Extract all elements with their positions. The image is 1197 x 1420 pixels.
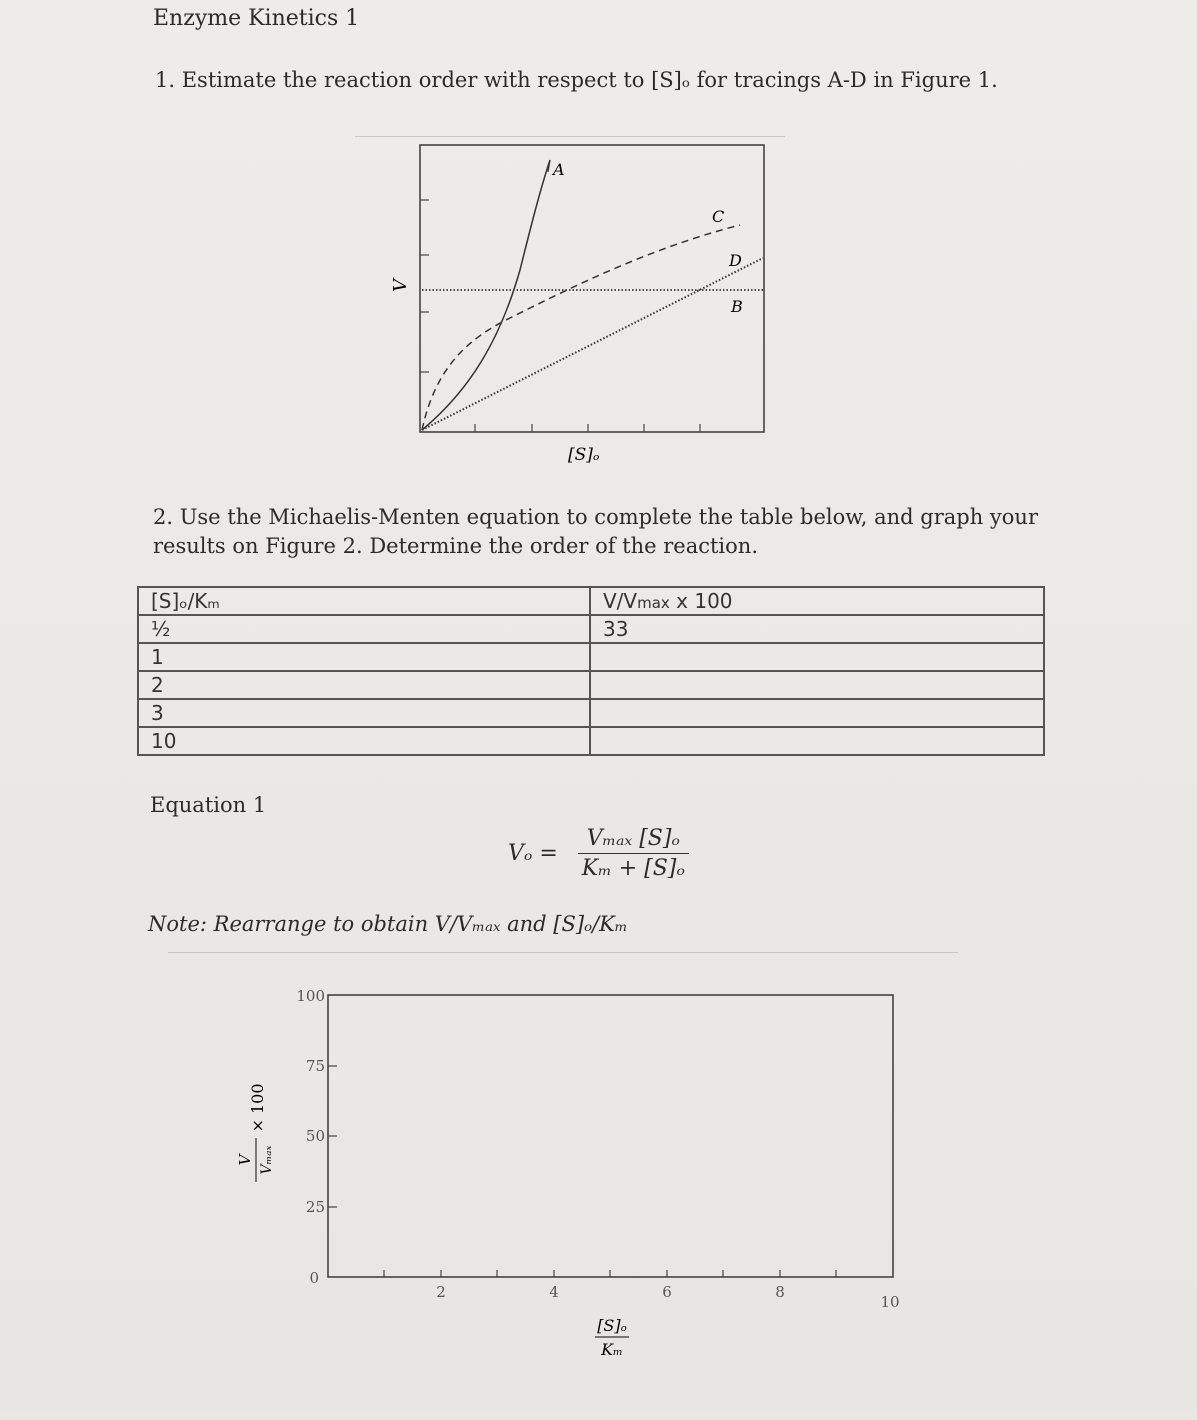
- divider: [355, 136, 785, 137]
- divider: [168, 952, 958, 953]
- page-title: Enzyme Kinetics 1: [153, 6, 360, 31]
- y-tick-label: 75: [305, 1057, 325, 1075]
- question-1: 1. Estimate the reaction order with respect to [S]ₒ for tracings A-D in Figure 1.: [155, 68, 998, 92]
- x-axis-label-top: [S]ₒ: [597, 1316, 627, 1335]
- ratio-cell: 10: [138, 727, 590, 755]
- value-cell[interactable]: [590, 727, 1044, 755]
- x-tick-label: 10: [880, 1293, 900, 1311]
- y-tick-label: 0: [309, 1269, 319, 1287]
- question-2: [153, 503, 1053, 561]
- ratio-cell: 3: [138, 699, 590, 727]
- ratio-cell: 2: [138, 671, 590, 699]
- table-header-row: [138, 587, 1044, 615]
- figure-2-x-ticks: [384, 1270, 836, 1277]
- equation-numerator: Vₘₐₓ [S]ₒ: [586, 826, 680, 851]
- y-tick-label: 25: [305, 1198, 325, 1216]
- question-2-line-2: results on Figure 2. Determine the order of the reaction.: [153, 534, 758, 558]
- curve-label-d: D: [729, 251, 742, 270]
- curve-d: [422, 258, 763, 430]
- figure-1-x-label: [S]ₒ: [568, 445, 600, 465]
- curve-a: [422, 160, 550, 430]
- figure-1: [380, 140, 780, 470]
- table-row: [138, 699, 1044, 727]
- x-tick-label: 6: [662, 1283, 672, 1301]
- y-axis-label-bottom: Vₘₐₓ: [259, 1145, 275, 1175]
- figure-2-frame: [328, 995, 893, 1277]
- michaelis-menten-equation: [508, 826, 689, 881]
- x-tick-label: 2: [436, 1283, 446, 1301]
- y-tick-label: 50: [305, 1127, 325, 1145]
- value-cell[interactable]: [590, 671, 1044, 699]
- table-row: [138, 643, 1044, 671]
- rearrange-note: Note: Rearrange to obtain V/Vₘₐₓ and [S]ₒ/Kₘ: [148, 912, 628, 936]
- michaelis-menten-table: [137, 586, 1045, 756]
- x-tick-label: 4: [549, 1283, 559, 1301]
- y-tick-label: 100: [296, 987, 325, 1005]
- table-row: [138, 671, 1044, 699]
- equation-fraction: [578, 826, 689, 881]
- value-cell[interactable]: [590, 699, 1044, 727]
- y-axis-label-tail: × 100: [248, 1083, 267, 1133]
- header-velocity: V/Vmax x 100: [590, 587, 1044, 615]
- table-row: [138, 615, 1044, 643]
- curve-c: [422, 225, 740, 430]
- figure-1-y-ticks: [420, 200, 429, 372]
- curve-label-c: C: [712, 207, 725, 226]
- x-tick-label: 8: [775, 1283, 785, 1301]
- question-2-line-1: 2. Use the Michaelis-Menten equation to complete the table below, and graph your: [153, 505, 1038, 529]
- figure-1-frame: [420, 145, 764, 432]
- equation-label: Equation 1: [150, 793, 267, 817]
- y-axis-label: [236, 1083, 275, 1182]
- x-axis-label-bottom: Kₘ: [601, 1340, 623, 1359]
- header-ratio: [S]ₒ/Kₘ: [138, 587, 590, 615]
- figure-1-y-label: V: [390, 279, 411, 292]
- figure-1-x-ticks: [475, 424, 700, 432]
- value-cell[interactable]: [590, 643, 1044, 671]
- ratio-cell: ½: [138, 615, 590, 643]
- y-axis-label-top: V: [236, 1154, 254, 1166]
- curve-label-b: B: [731, 297, 743, 316]
- curve-label-a: A: [553, 160, 565, 179]
- figure-2: [215, 975, 915, 1365]
- ratio-cell: 1: [138, 643, 590, 671]
- equation-lhs: Vₒ =: [508, 841, 558, 866]
- value-cell[interactable]: 33: [590, 615, 1044, 643]
- equation-denominator: Kₘ + [S]ₒ: [578, 853, 689, 881]
- table-row: [138, 727, 1044, 755]
- figure-2-y-ticks: [328, 1066, 337, 1207]
